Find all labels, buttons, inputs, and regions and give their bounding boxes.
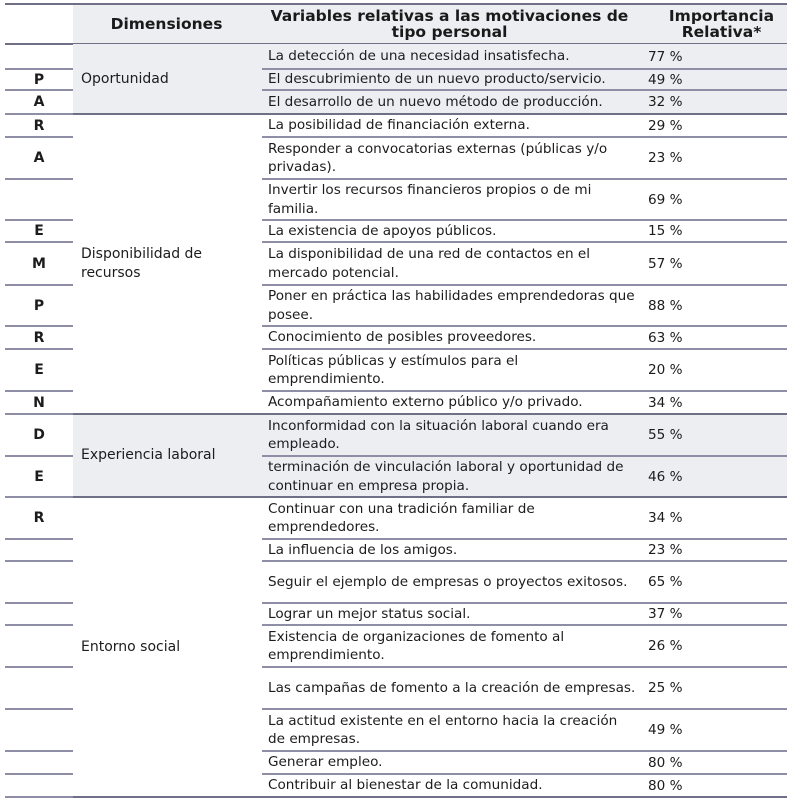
side-letter [5, 539, 73, 561]
importance-cell: 23 % [648, 542, 683, 558]
side-letter: E [34, 223, 44, 239]
side-letter-rule [5, 796, 73, 798]
importance-cell: 63 % [648, 329, 683, 346]
variable-cell: Políticas públicas y estímulos para el emprendimiento. [268, 352, 519, 387]
variable-cell: Poner en práctica las habilidades emprendedoras que posee. [268, 288, 635, 323]
importance-cell: 15 % [648, 223, 683, 239]
side-letter [5, 709, 73, 751]
side-letter: E [34, 468, 44, 485]
importance-cell: 34 % [648, 510, 683, 526]
side-letter: N [33, 394, 45, 411]
dimension-cell: Disponibilidad de recursos [81, 246, 203, 281]
variable-cell: Continuar con una tradición familiar de emprendedores. [268, 500, 535, 535]
side-letter: E [34, 362, 44, 378]
side-letter: P [33, 71, 45, 88]
side-letter [5, 667, 73, 709]
importance-cell: 25 % [648, 680, 683, 696]
side-letter: M [32, 255, 46, 272]
variable-cell: La detección de una necesidad insatisfecha. [268, 48, 570, 65]
side-letter [5, 625, 73, 667]
side-letter: A [33, 94, 45, 110]
variable-cell: Lograr un mejor status social. [268, 605, 471, 622]
importance-cell: 57 % [648, 255, 683, 272]
variable-cell: terminación de vinculación laboral y oportunidad de continuar en empresa propia. [268, 459, 624, 494]
side-letter: R [33, 117, 45, 134]
variable-cell: Conocimiento de posibles proveedores. [268, 329, 537, 346]
side-letter: D [33, 427, 45, 443]
side-letter [5, 603, 73, 625]
side-letter [5, 44, 73, 69]
header-dimension: Dimensiones [110, 14, 223, 33]
importance-cell: 46 % [648, 468, 683, 485]
importance-cell: 49 % [648, 722, 683, 738]
importance-cell: 23 % [648, 150, 683, 166]
variable-cell: Responder a convocatorias externas (públicas y/o privadas). [268, 140, 608, 175]
importance-cell: 55 % [648, 427, 683, 443]
side-letter: R [33, 510, 45, 526]
variable-cell: Generar empleo. [268, 754, 383, 771]
variable-cell: Acompañamiento externo público y/o privado. [268, 394, 583, 411]
variable-cell: La influencia de los amigos. [268, 541, 458, 558]
header-importance: Importancia Relativa* [668, 6, 775, 41]
importance-cell: 88 % [648, 297, 683, 314]
variable-cell: Inconformidad con la situación laboral cuando era empleado. [268, 417, 609, 452]
importance-cell: 49 % [648, 71, 683, 88]
variable-cell: Las campañas de fomento a la creación de empresas. [268, 679, 636, 696]
group-rule [73, 796, 787, 798]
variable-cell: Invertir los recursos financieros propios o de mi familia. [268, 182, 592, 217]
header-variable: Variables relativas a las motivaciones de tipo personal [270, 6, 629, 41]
side-letter: A [33, 150, 45, 166]
variable-cell: El desarrollo de un nuevo método de producción. [268, 93, 603, 110]
importance-cell: 80 % [648, 754, 683, 771]
importance-cell: 80 % [648, 777, 683, 794]
variable-cell: La posibilidad de financiación externa. [268, 117, 530, 134]
variable-cell: El descubrimiento de un nuevo producto/servicio. [268, 71, 606, 88]
variable-cell: La actitud existente en el entorno hacia la creación de empresas. [268, 712, 618, 747]
importance-cell: 69 % [648, 191, 683, 208]
side-letter: P [33, 297, 45, 314]
dimension-cell: Experiencia laboral [81, 447, 216, 463]
importance-cell: 34 % [648, 394, 683, 411]
variable-cell: Seguir el ejemplo de empresas o proyectos exitosos. [268, 573, 628, 590]
importance-cell: 65 % [648, 574, 683, 590]
side-letter [5, 179, 73, 220]
variable-cell: La disponibilidad de una red de contactos en el mercado potencial. [268, 246, 591, 281]
variable-cell: Existencia de organizaciones de fomento al emprendimiento. [268, 628, 565, 663]
side-letter [5, 751, 73, 774]
side-letter [5, 774, 73, 797]
importance-cell: 37 % [648, 606, 683, 622]
importance-cell: 29 % [648, 117, 683, 134]
importance-cell: 32 % [648, 94, 683, 110]
importance-cell: 26 % [648, 638, 683, 654]
dimension-cell: Entorno social [81, 638, 181, 655]
side-letter [5, 561, 73, 603]
variable-cell: La existencia de apoyos públicos. [268, 222, 497, 239]
dimension-cell: Oportunidad [81, 70, 169, 87]
importance-cell: 77 % [648, 48, 683, 65]
importance-cell: 20 % [648, 362, 683, 378]
variable-cell: Contribuir al bienestar de la comunidad. [268, 777, 543, 794]
side-letter: R [33, 329, 45, 346]
